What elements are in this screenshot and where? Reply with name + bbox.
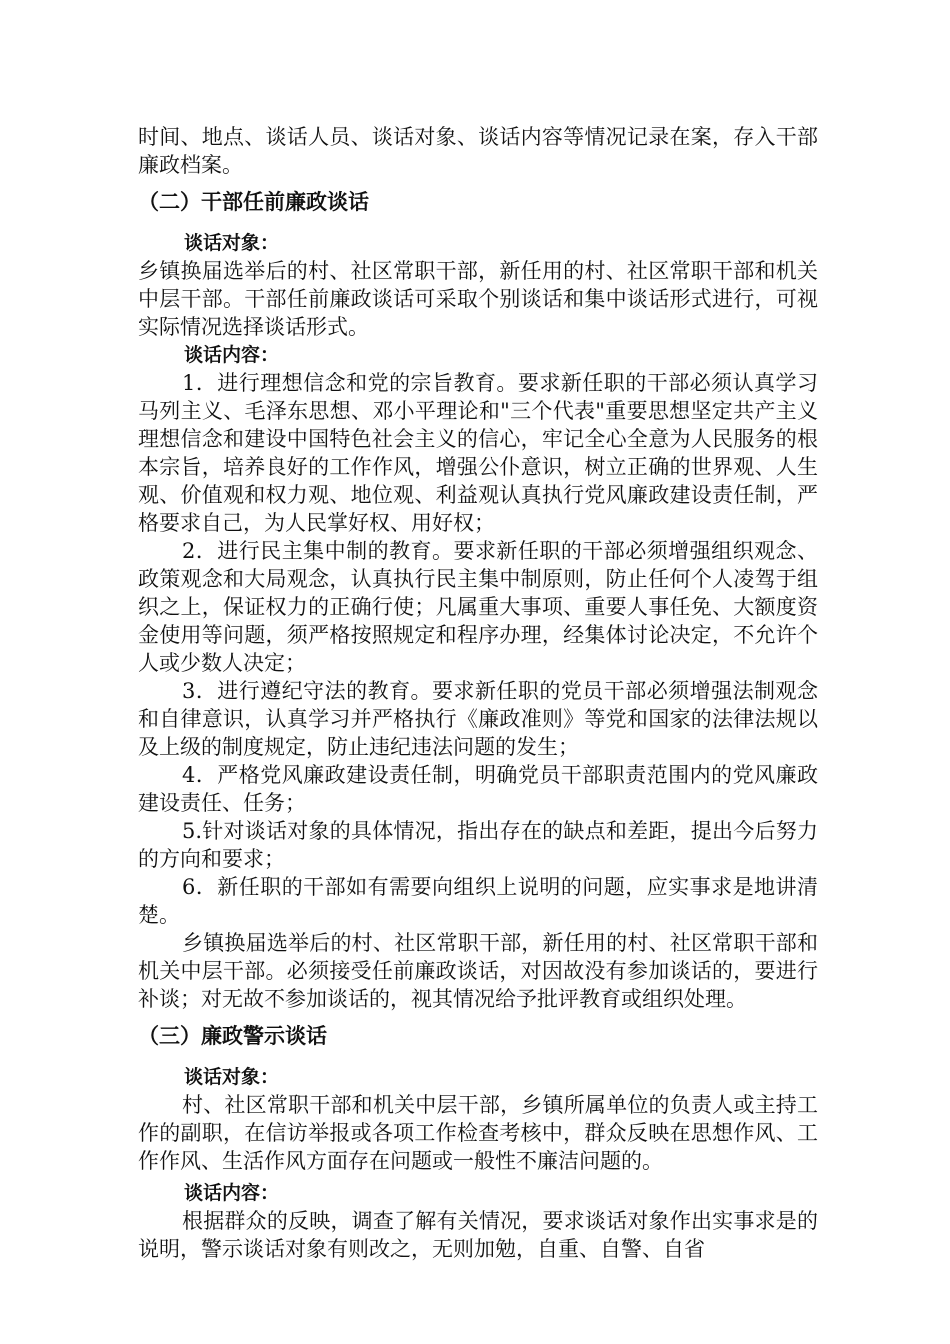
- list-item: 4．严格党风廉政建设责任制，明确党员干部职责范围内的党风廉政建设责任、任务；: [138, 763, 818, 815]
- section-2-heading: （二）干部任前廉政谈话: [138, 190, 369, 214]
- section-3-target-label: 谈话对象：: [184, 1066, 280, 1088]
- section-2-content-label: 谈话内容：: [184, 344, 280, 366]
- intro-paragraph: 时间、地点、谈话人员、谈话对象、谈话内容等情况记录在案，存入干部廉政档案。: [138, 125, 818, 177]
- document-page: [138, 123, 818, 1263]
- section-3-heading: （三）廉政警示谈话: [138, 1024, 327, 1048]
- list-item: 3．进行遵纪守法的教育。要求新任职的党员干部必须增强法制观念和自律意识，认真学习并严格执行《廉政准则》等党和国家的法律法规以及上级的制度规定，防止违纪违法问题的发生；: [138, 679, 818, 759]
- section-2-closing: 乡镇换届选举后的村、社区常职干部，新任用的村、社区常职干部和机关中层干部。必须接受任前廉政谈话，对因故没有参加谈话的，要进行补谈；对无故不参加谈话的，视其情况给予批评教育或组织处理。: [138, 931, 818, 1011]
- section-2-target-text: 乡镇换届选举后的村、社区常职干部，新任用的村、社区常职干部和机关中层干部。干部任前廉政谈话可采取个别谈话和集中谈话形式进行，可视实际情况选择谈话形式。: [138, 259, 818, 339]
- section-3-content-label: 谈话内容：: [184, 1182, 280, 1204]
- section-3-content-text: 根据群众的反映，调查了解有关情况，要求谈话对象作出实事求是的说明，警示谈话对象有则改之，无则加勉，自重、自警、自省: [138, 1209, 818, 1261]
- list-item: 5.针对谈话对象的具体情况，指出存在的缺点和差距，提出今后努力的方向和要求；: [138, 819, 818, 871]
- section-3-target-text: 村、社区常职干部和机关中层干部，乡镇所属单位的负责人或主持工作的副职，在信访举报或各项工作检查考核中，群众反映在思想作风、工作作风、生活作风方面存在问题或一般性不廉洁问题的。: [138, 1093, 818, 1173]
- section-2-target-label: 谈话对象：: [184, 232, 280, 254]
- list-item: 6．新任职的干部如有需要向组织上说明的问题，应实事求是地讲清楚。: [138, 875, 818, 927]
- list-item: 2．进行民主集中制的教育。要求新任职的干部必须增强组织观念、政策观念和大局观念，认真执行民主集中制原则，防止任何个人凌驾于组织之上，保证权力的正确行使；凡属重大事项、重要人事任免、大额度资金使用等问题，须严格按照规定和程序办理，经集体讨论决定，不允许个人或少数人决定；: [138, 539, 818, 675]
- list-item: 1．进行理想信念和党的宗旨教育。要求新任职的干部必须认真学习马列主义、毛泽东思想、邓小平理论和"三个代表"重要思想坚定共产主义理想信念和建设中国特色社会主义的信心，牢记全心全意为人民服务的根本宗旨，培养良好的工作作风，增强公仆意识，树立正确的世界观、人生观、价值观和权力观、地位观、利益观认真执行党风廉政建设责任制，严格要求自己，为人民掌好权、用好权；: [138, 371, 818, 535]
